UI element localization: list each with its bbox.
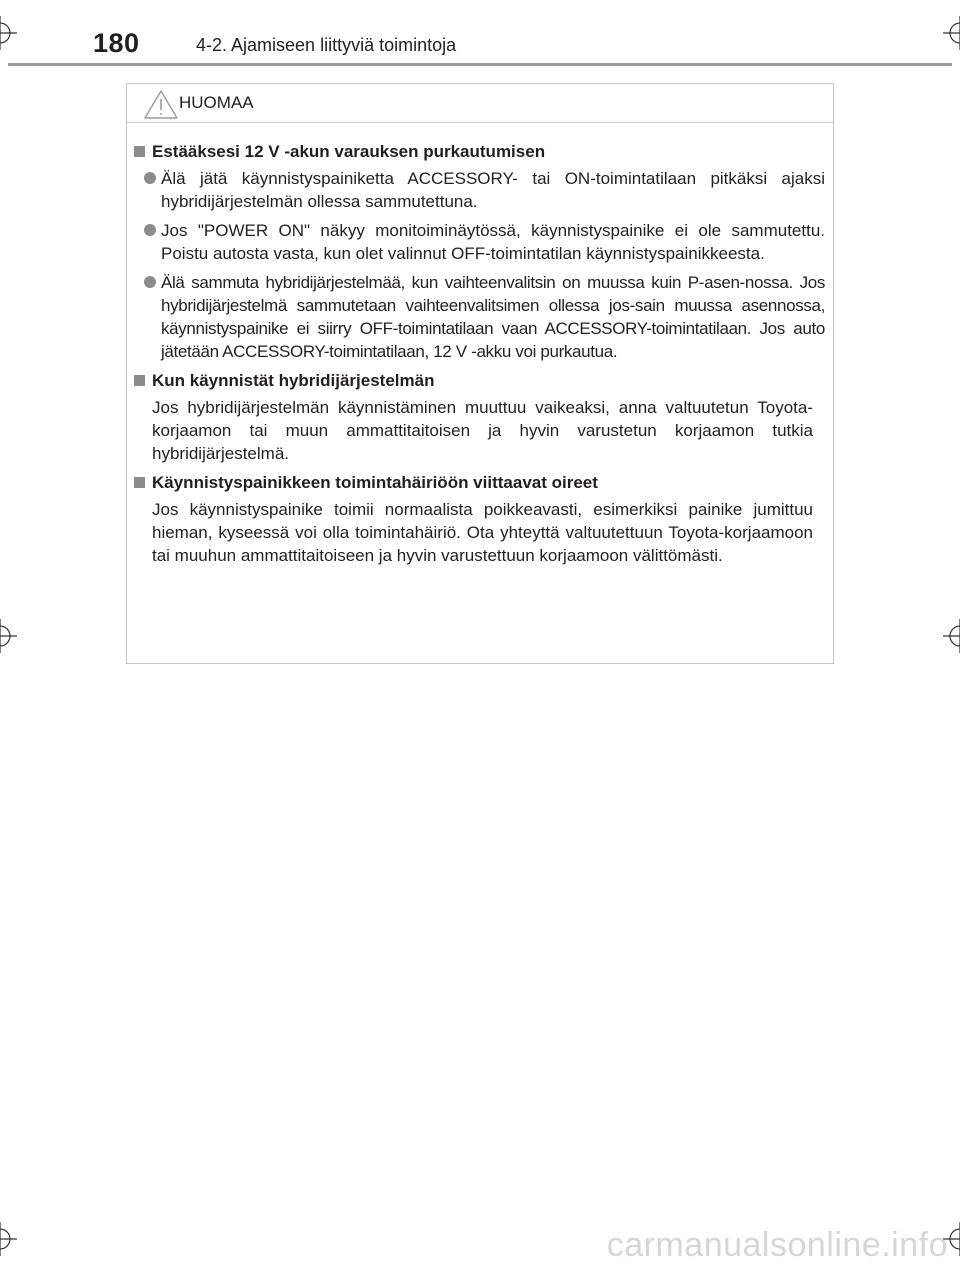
crop-mark-icon	[0, 1222, 17, 1256]
section-heading-text: Kun käynnistät hybridijärjestelmän	[152, 371, 435, 390]
warning-triangle-icon	[143, 88, 179, 120]
crop-mark-icon	[943, 16, 960, 50]
header-divider	[8, 63, 952, 66]
list-item	[132, 271, 825, 363]
list-item	[132, 167, 825, 213]
square-bullet-icon	[134, 477, 145, 488]
notice-section	[132, 471, 825, 567]
square-bullet-icon	[134, 146, 145, 157]
crop-mark-icon	[0, 16, 17, 50]
page-number: 180	[93, 28, 140, 58]
square-bullet-icon	[134, 375, 145, 386]
notice-section	[132, 369, 825, 465]
notice-section	[132, 140, 825, 363]
section-heading-text: Käynnistyspainikkeen toimintahäiriöön viittaavat oireet	[152, 473, 598, 492]
list-item-text: Jos "POWER ON" näkyy monitoiminäytössä, käynnistyspainike ei ole sammutettu. Poistu autosta vasta, kun olet valinnut OFF-toimintatilan käynnistyspainikkeesta.	[161, 221, 825, 263]
section-heading	[132, 369, 825, 392]
list-item	[132, 219, 825, 265]
notice-box	[126, 83, 834, 664]
section-heading	[132, 140, 825, 163]
section-paragraph: Jos hybridijärjestelmän käynnistäminen muuttuu vaikeaksi, anna valtuutetun Toyota-korjaamon tai muun ammattitaitoisen ja hyvin varustetun korjaamon tutkia hybridijärjestelmä.	[152, 398, 813, 463]
list-item-text: Älä sammuta hybridijärjestelmää, kun vaihteenvalitsin on muussa kuin P-asen-nossa. Jos hybridijärjestelmä sammutetaan vaihteenvalitsimen ollessa jos-sain muussa asennossa, käynnistyspainike ei siirry OFF-toimintatilaan vaan ACCESSORY-toimintatilaan. Jos auto jätetään ACCESSORY-toimintatilaan, 12 V -akku voi purkautua.	[161, 273, 825, 361]
crop-mark-icon	[0, 619, 17, 653]
section-paragraph: Jos käynnistyspainike toimii normaalista poikkeavasti, esimerkiksi painike jumittuu hieman, kyseessä voi olla toimintahäiriö. Ota yhteyttä valtuutettuun Toyota-korjaamoon tai muuhun ammattitaitoiseen ja hyvin varustettuun korjaamoon välittömästi.	[152, 500, 813, 565]
circle-bullet-icon	[144, 224, 156, 236]
section-heading-text: Estääksesi 12 V -akun varauksen purkautumisen	[152, 142, 546, 161]
list-item-text: Älä jätä käynnistyspainiketta ACCESSORY- tai ON-toimintatilaan pitkäksi ajaksi hybridijärjestelmän ollessa sammutettuna.	[161, 169, 825, 211]
section-title: 4-2. Ajamiseen liittyviä toimintoja	[196, 35, 457, 55]
notice-header	[127, 84, 833, 123]
watermark: carmanualsonline.info	[606, 1226, 948, 1264]
crop-mark-icon	[943, 619, 960, 653]
circle-bullet-icon	[144, 172, 156, 184]
notice-body	[127, 123, 833, 567]
circle-bullet-icon	[144, 276, 156, 288]
notice-title: HUOMAA	[179, 93, 254, 112]
section-heading	[132, 471, 825, 494]
